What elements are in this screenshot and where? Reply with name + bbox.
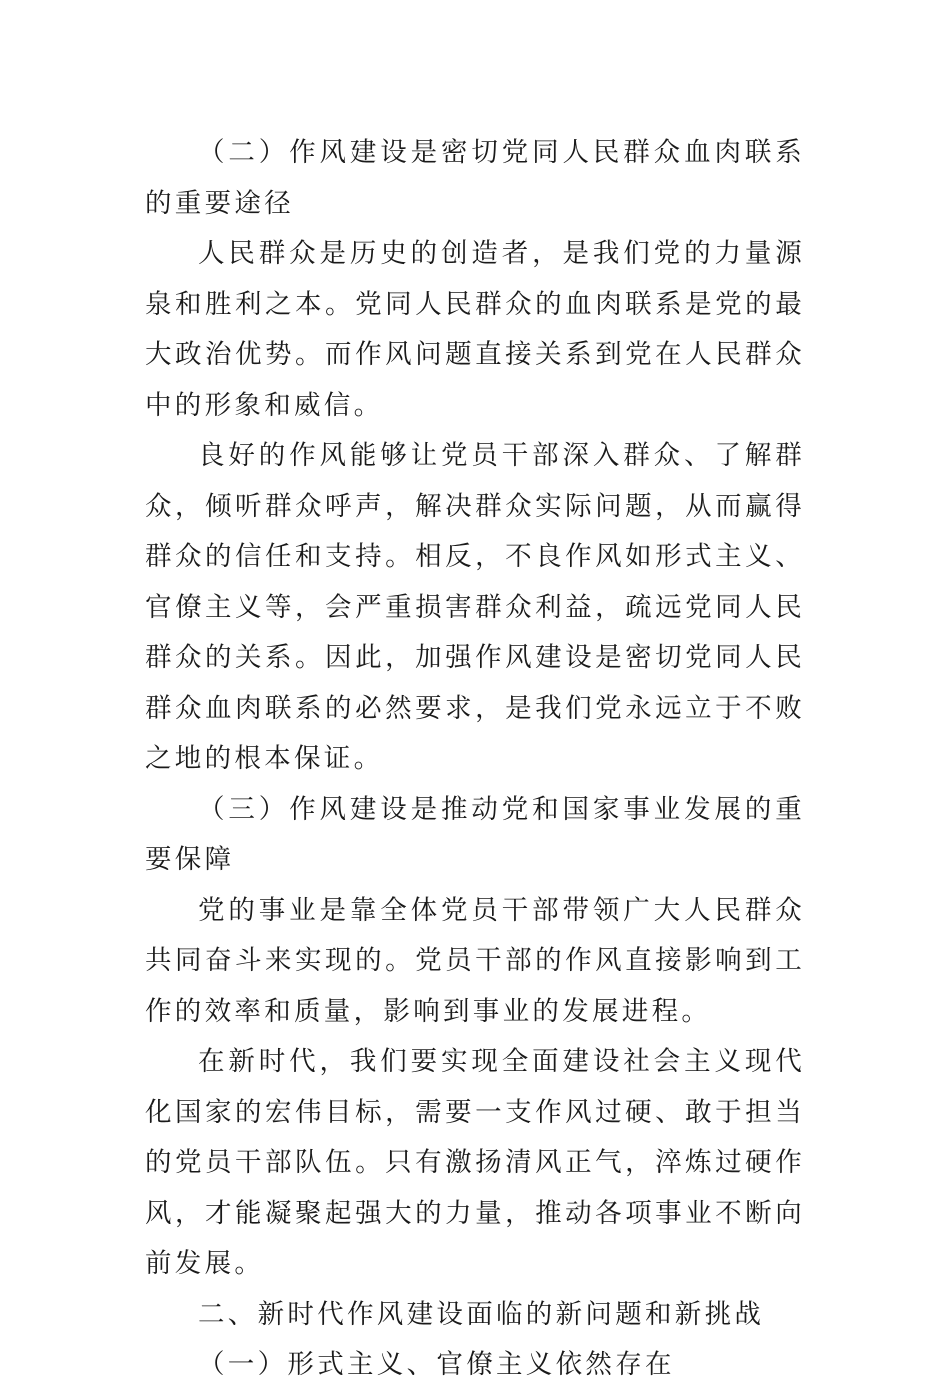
body-paragraph: 党的事业是靠全体党员干部带领广大人民群众共同奋斗来实现的。党员干部的作风直接影响到工作的效率和质量，影响到事业的发展进程。: [145, 894, 805, 1027]
section-heading-1: （一）形式主义、官僚主义依然存在: [198, 1349, 675, 1380]
section-heading-2: （二）作风建设是密切党同人民群众血肉联系的重要途径: [145, 137, 805, 219]
section-heading-3: （三）作风建设是推动党和国家事业发展的重要保障: [145, 793, 805, 875]
body-paragraph: 在新时代，我们要实现全面建设社会主义现代化国家的宏伟目标，需要一支作风过硬、敢于担当的党员干部队伍。只有激扬清风正气，淬炼过硬作风，才能凝聚起强大的力量，推动各项事业不断向前发展。: [145, 1046, 805, 1279]
body-paragraph: 良好的作风能够让党员干部深入群众、了解群众，倾听群众呼声，解决群众实际问题，从而赢得群众的信任和支持。相反，不良作风如形式主义、官僚主义等，会严重损害群众利益，疏远党同人民群众的关系。因此，加强作风建设是密切党同人民群众血肉联系的必然要求，是我们党永远立于不败之地的根本保证。: [145, 440, 805, 774]
body-paragraph: 人民群众是历史的创造者，是我们党的力量源泉和胜利之本。党同人民群众的血肉联系是党的最大政治优势。而作风问题直接关系到党在人民群众中的形象和威信。: [145, 238, 805, 421]
document-body: [145, 128, 805, 1391]
chapter-heading: 二、新时代作风建设面临的新问题和新挑战: [198, 1298, 765, 1330]
